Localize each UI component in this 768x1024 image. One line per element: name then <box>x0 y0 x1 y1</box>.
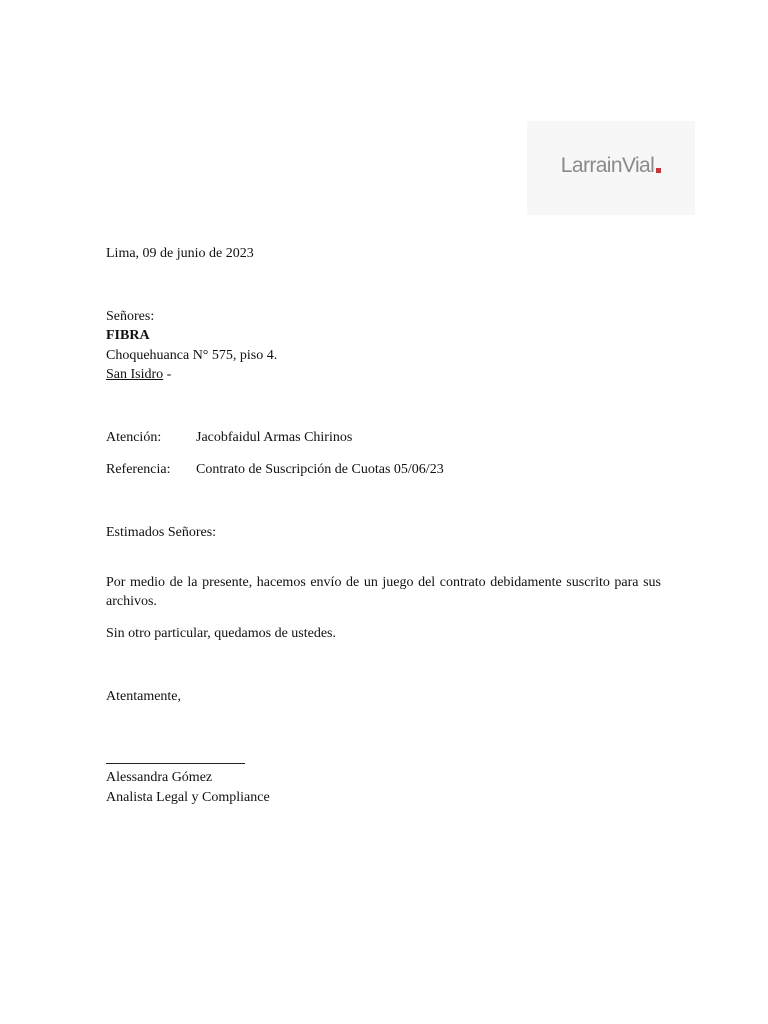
signature-line <box>106 763 245 764</box>
closing: Atentamente, <box>106 689 182 704</box>
recipient-company: FIBRA <box>106 328 150 343</box>
logo-mark-icon <box>656 168 661 173</box>
body-paragraph-2: Sin otro particular, quedamos de ustedes. <box>106 626 336 641</box>
signatory-name: Alessandra Gómez <box>106 770 213 785</box>
company-logo <box>527 121 695 215</box>
attention-value: Jacobfaidul Armas Chirinos <box>196 430 353 445</box>
recipient-district: San Isidro <box>106 367 164 382</box>
reference-value: Contrato de Suscripción de Cuotas 05/06/23 <box>196 462 444 477</box>
recipient-district-line <box>106 365 171 384</box>
recipient-salutation: Señores: <box>106 309 155 324</box>
attention-label: Atención: <box>106 430 162 445</box>
reference-label: Referencia: <box>106 462 171 477</box>
greeting: Estimados Señores: <box>106 525 217 540</box>
logo-text: LarrainVial <box>560 153 655 177</box>
body-paragraph-1: Por medio de la presente, hacemos envío de un juego del contrato debidamente suscrito para sus archivos. <box>106 575 661 609</box>
recipient-address: Choquehuanca N° 575, piso 4. <box>106 348 278 363</box>
signatory-title: Analista Legal y Compliance <box>106 790 270 805</box>
recipient-district-suffix: - <box>163 367 172 382</box>
date-line: Lima, 09 de junio de 2023 <box>106 246 254 261</box>
